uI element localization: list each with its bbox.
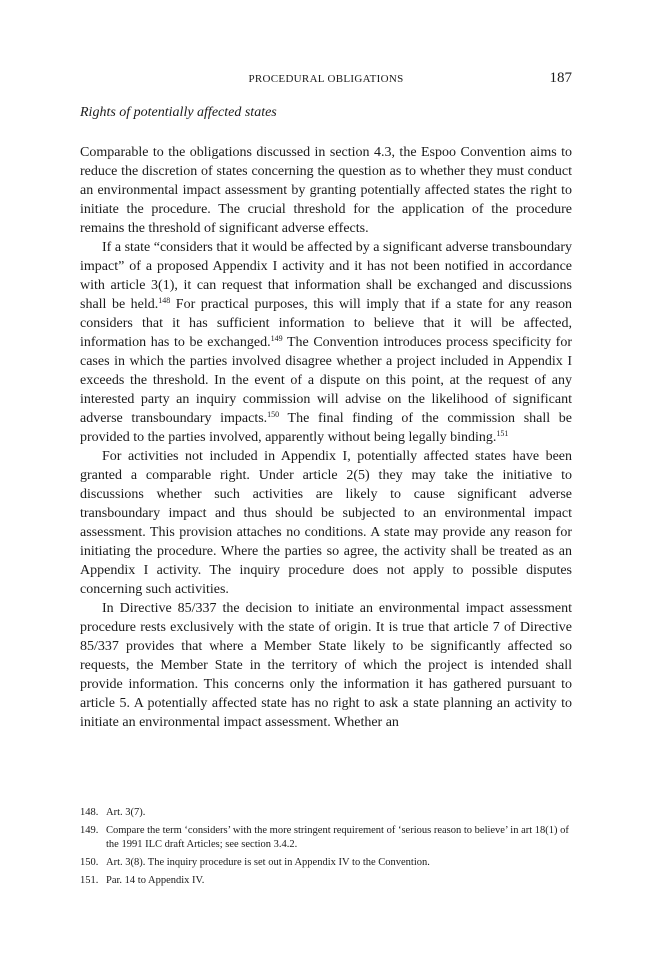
- section-heading: Rights of potentially affected states: [80, 105, 277, 120]
- footnote-number: 150.: [80, 857, 99, 868]
- footnotes: [80, 806, 572, 892]
- footnote: [80, 824, 572, 852]
- footnote-text: Art. 3(8). The inquiry procedure is set out in Appendix IV to the Convention.: [106, 857, 430, 868]
- body-text: [80, 143, 572, 732]
- running-title: PROCEDURAL OBLIGATIONS: [248, 73, 404, 85]
- paragraph-text: The final finding of the commission shall be provided to the parties involved, apparently without being legally binding.: [80, 411, 572, 445]
- footnote-text: Compare the term ‘considers’ with the more stringent requirement of ‘serious reason to believe’ in art 18(1) of the 1991 ILC draft Articles; see section 3.4.2.: [106, 825, 569, 850]
- footnote-marker: 151: [496, 429, 509, 438]
- footnote: [80, 806, 572, 820]
- footnote: [80, 874, 572, 888]
- running-head: [80, 70, 572, 90]
- footnote-marker: 150: [267, 410, 280, 419]
- footnote-text: Art. 3(7).: [106, 807, 146, 818]
- paragraph-text: The Convention introduces process specificity for cases in which the parties involved disagree whether a project included in Appendix I exceeds the threshold. In the event of a dispute on this point, at the request of any interested party an inquiry commission will advise on the likelihood of significant adverse transboundary impacts.: [80, 335, 572, 426]
- footnote-marker: 149: [270, 334, 283, 343]
- paragraph-text: For activities not included in Appendix I, potentially affected states have been granted a comparable right. Under article 2(5) they may take the initiative to discussions whether such activities are likely to cause significant adverse transboundary impact and thus should be subjected to an environmental impact assessment. This provision attaches no conditions. A state may provide any reason for initiating the procedure. Where the parties so agree, the activity shall be treated as an Appendix I activity. The inquiry procedure does not apply to possible disputes concerning such activities.: [80, 449, 572, 597]
- footnote-number: 151.: [80, 875, 99, 886]
- paragraph-text: Comparable to the obligations discussed in section 4.3, the Espoo Convention aims to reduce the discretion of states concerning the question as to whether they must conduct an environmental impact assessment by granting potentially affected states the right to initiate the procedure. The crucial threshold for the application of the procedure remains the threshold of significant adverse effects.: [80, 145, 572, 236]
- paragraph-text: In Directive 85/337 the decision to initiate an environmental impact assessment procedure rests exclusively with the state of origin. It is true that article 7 of Directive 85/337 provides that where a Member State likely to be significantly affected so requests, the Member State in the territory of which the project is intended shall provide information. This concerns only the information it has gathered pursuant to article 5. A potentially affected state has no right to ask a state planning an activity to initiate an environmental impact assessment. Whether an: [80, 601, 572, 730]
- body-paragraph: [80, 238, 572, 447]
- body-paragraph: [80, 143, 572, 238]
- page-number: 187: [549, 70, 572, 86]
- footnote: [80, 856, 572, 870]
- footnote-number: 149.: [80, 825, 99, 836]
- footnote-number: 148.: [80, 807, 99, 818]
- body-paragraph: [80, 447, 572, 599]
- paragraph-text: If a state “considers that it would be affected by a significant adverse transboundary impact” of a proposed Appendix I activity and it has not been notified in accordance with article 3(1), it can request that information shall be exchanged and discussions shall be held.: [80, 240, 572, 312]
- footnote-marker: 148: [158, 296, 171, 305]
- footnote-text: Par. 14 to Appendix IV.: [106, 875, 205, 886]
- paragraph-text: For practical purposes, this will imply that if a state for any reason considers that it has sufficient information to believe that it will be affected, information has to be exchanged.: [80, 297, 572, 350]
- body-paragraph: [80, 599, 572, 732]
